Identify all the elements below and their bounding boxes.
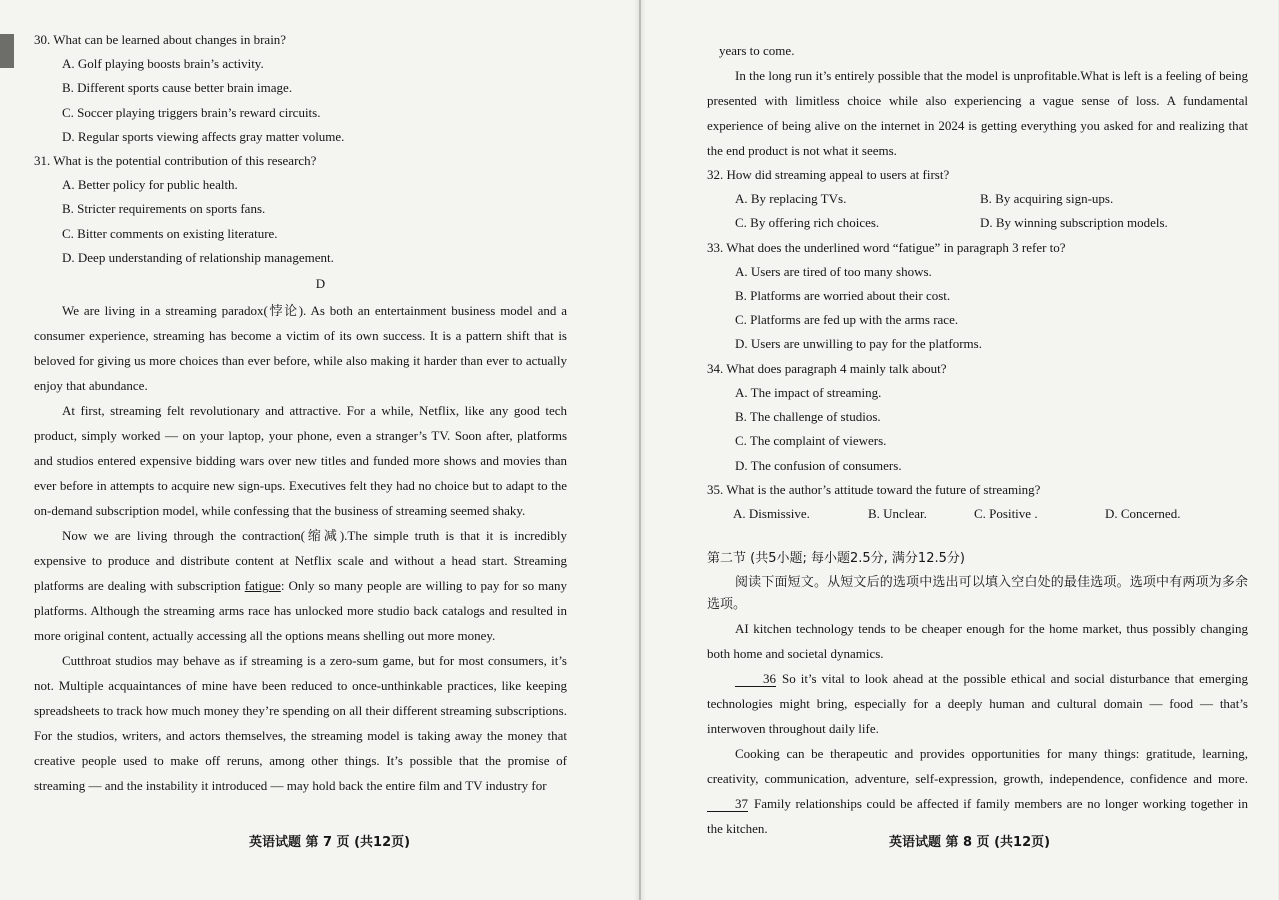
option-b: B. Unclear. [868,505,927,521]
question-32 [707,163,1248,236]
cloze-paragraph-1: AI kitchen technology tends to be cheaper enough for the home market, thus possibly changing both home and societal dynamics. [707,621,1248,662]
page-8 [639,0,1278,900]
question-stem: 32. How did streaming appeal to users at first? [707,167,950,182]
option-b: B. Different sports cause better brain image. [62,80,293,96]
option-c: C. Platforms are fed up with the arms race. [735,312,959,328]
option-c: C. The complaint of viewers. [735,433,887,449]
option-d: D. Users are unwilling to pay for the platforms. [735,336,982,352]
question-30 [34,28,567,149]
option-a: A. Dismissive. [733,505,810,521]
option-b: B. By acquiring sign-ups. [980,191,1114,206]
paragraph-3 [34,523,567,648]
cloze-paragraph-2 [707,666,1248,741]
paragraph-3-text-cont: : Only so many people are willing to pay for so many platforms. Although the streaming arms race has unlocked more studio back catalogs and resulted in more original content, actually accessing all the options means shelling out more money. [34,578,568,644]
question-stem: 30. What can be learned about changes in brain? [34,32,287,47]
paragraph-5: In the long run it’s entirely possible that the model is unprofitable.What is left is a feeling of being presented with limitless choice while also experiencing a vague sense of loss. A fundamental experience of being alive on the internet in 2024 is getting everything you asked for and realizing that the end product is not what it seems. [707,68,1248,158]
cloze-passage [707,616,1248,841]
question-stem: 33. What does the underlined word “fatigue” in paragraph 3 refer to? [707,239,1066,255]
scan-edge-mark [0,34,14,68]
blank-37: 37 [707,797,748,812]
blank-36: 36 [735,672,776,687]
passage-d [34,298,567,798]
question-stem: 31. What is the potential contribution of this research? [34,153,317,169]
option-a: A. By replacing TVs. [735,191,847,206]
cloze-paragraph-3 [707,741,1248,841]
page-footer: 英语试题 第 7 页 (共12页) [248,835,411,850]
option-a: A. Users are tired of too many shows. [735,263,932,279]
option-d: D. Concerned. [1105,505,1181,521]
option-c: C. By offering rich choices. [735,215,880,231]
paragraph-1: We are living in a streaming paradox(悖论). As both an entertainment business model and a consumer experience, streaming has become a victim of its own success. It is a pattern shift that is beloved for giving us more choices than ever before, while also making it harder than ever to actually enjoy that abundance. [34,303,567,394]
option-c: C. Soccer playing triggers brain’s reward circuits. [62,104,321,120]
section-2-instructions: 阅读下面短文。从短文后的选项中选出可以填入空白处的最佳选项。选项中有两项为多余选项。 [707,575,1248,613]
question-stem: 34. What does paragraph 4 mainly talk about? [707,360,947,376]
option-a: A. Golf playing boosts brain’s activity. [62,56,264,71]
option-c: C. Positive . [974,505,1038,521]
page-7 [0,0,639,900]
option-a: A. The impact of streaming. [735,384,882,400]
option-d: D. By winning subscription models. [980,215,1168,231]
question-stem: 35. What is the author’s attitude toward the future of streaming? [707,481,1041,497]
underlined-word: fatigue [244,578,281,594]
option-c: C. Bitter comments on existing literature. [62,225,278,241]
option-d: D. The confusion of consumers. [735,457,902,473]
option-b: B. The challenge of studios. [735,409,881,425]
question-31 [34,149,567,270]
option-b: B. Stricter requirements on sports fans. [62,201,266,217]
section-2-heading: 第二节 (共5小题; 每小题2.5分, 满分12.5分) [707,551,965,567]
question-35 [707,478,1248,526]
option-d: D. Deep understanding of relationship management. [62,250,334,266]
section-letter: D [315,276,326,292]
binding-gutter [634,0,646,900]
option-a: A. Better policy for public health. [62,177,238,193]
question-34 [707,357,1248,478]
cloze-paragraph-3-text-cont: Family relationships could be affected if family members are no longer working together in the kitchen. [707,796,1248,837]
cloze-paragraph-3-text: Cooking can be therapeutic and provides opportunities for many things: gratitude, learning, creativity, communication, adventure, self-expression, growth, independence, confidence and more. [707,746,1248,787]
paragraph-4-continued: years to come. [719,43,795,58]
paragraph-4: Cutthroat studios may behave as if streaming is a zero-sum game, but for most consumers, it’s not. Multiple acquaintances of mine have been reduced to once-unthinkable practices, like keeping spreadsheets to track how much money they’re spending on all their different streaming subscriptions. For the studios, writers, and actors themselves, the streaming model is taking away the money that creative people used to make off reruns, among other things. It’s possible that the promise of streaming — and the instability it introduced — may hold back the entire film and TV industry for [34,653,567,794]
paragraph-3-text: Now we are living through the contraction(缩减).The simple truth is that it is incredibly expensive to produce and distribute content at Netflix scale and without a head start. Streaming platforms are dealing with subscription [34,528,567,594]
option-d: D. Regular sports viewing affects gray matter volume. [62,128,345,144]
cloze-paragraph-2-text: So it’s vital to look ahead at the possible ethical and social disturbance that emerging technologies might bring, especially for a deeply human and cultural domain — food — that’s interwoven throughout daily life. [707,671,1248,737]
option-b: B. Platforms are worried about their cost. [735,287,951,303]
question-33 [707,236,1248,357]
paragraph-2: At first, streaming felt revolutionary and attractive. For a while, Netflix, like any good tech product, simply worked — on your laptop, your phone, even a stranger’s TV. Soon after, platforms and studios entered expensive bidding wars over new titles and funded more shows and movies than ever before in attempts to acquire new sign-ups. Executives felt they had no choice but to adapt to the on-demand subscription model, while confessing that the business of streaming seemed shaky. [34,403,567,519]
page-footer: 英语试题 第 8 页 (共12页) [888,835,1051,850]
